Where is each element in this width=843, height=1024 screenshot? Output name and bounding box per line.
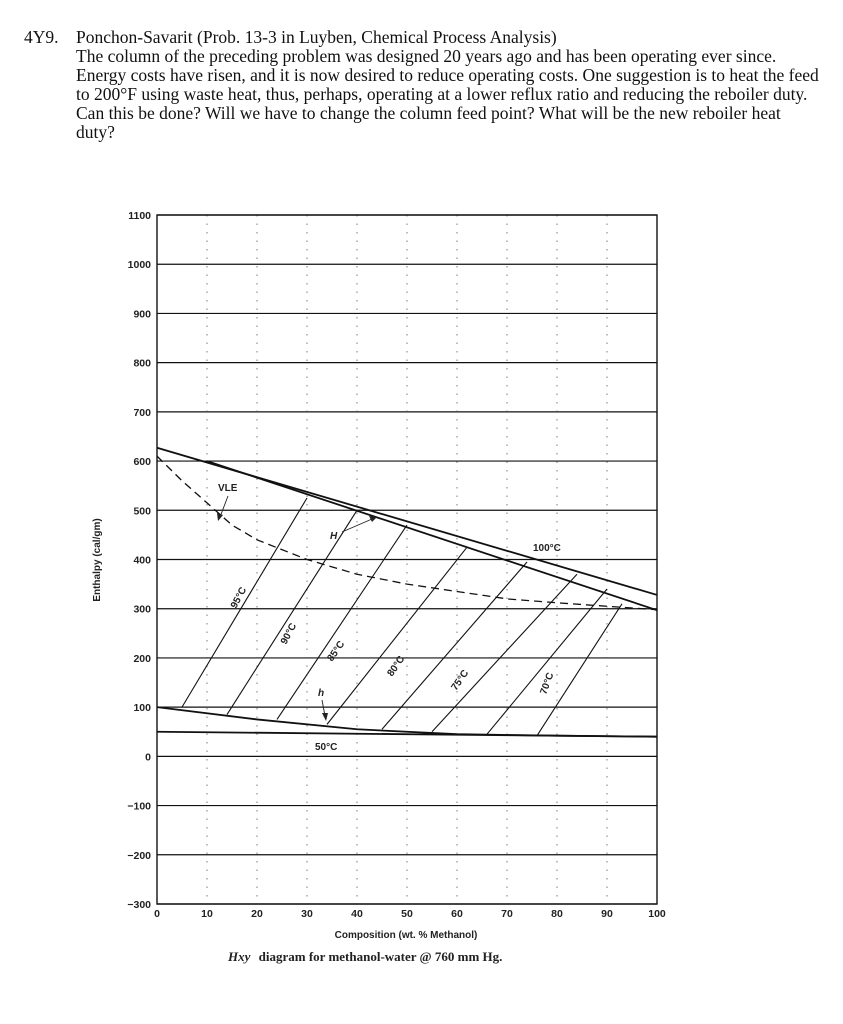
y-tick-label: −200 bbox=[127, 849, 151, 862]
chart-caption bbox=[227, 949, 502, 964]
x-tick-label: 70 bbox=[501, 908, 513, 920]
tie-line bbox=[487, 589, 607, 734]
x-axis-label: Composition (wt. % Methanol) bbox=[334, 930, 478, 941]
y-tick-label: 400 bbox=[133, 554, 151, 567]
y-tick-label: 900 bbox=[133, 308, 151, 321]
y-axis-label: Enthalpy (cal/gm) bbox=[92, 518, 103, 602]
x-tick-label: 90 bbox=[601, 908, 613, 920]
tie-line bbox=[327, 547, 467, 724]
caption-italic: Hxy bbox=[228, 949, 251, 964]
H-arrowhead bbox=[369, 516, 377, 522]
h-label: h bbox=[318, 688, 325, 699]
y-tick-label: 1000 bbox=[127, 259, 151, 272]
problem-body: The column of the preceding problem was designed 20 years ago and has been operating ever since. Energy costs have risen, and it is now desired to reduce operating costs. One suggestion is to heat the feed to 200°F using waste heat, thus, perhaps, operating at a lower reflux ratio and reducing the reboiler duty. Can this be done? Will we have to change the column feed point? What will be the new reboiler heat duty? bbox=[76, 46, 819, 142]
h-arrowhead bbox=[322, 713, 328, 721]
y-tick-label: 600 bbox=[133, 456, 151, 469]
y-tick-label: 1100 bbox=[128, 210, 151, 222]
x-tick-label: 0 bbox=[154, 908, 160, 920]
temp-100C-label: 100°C bbox=[533, 543, 561, 554]
problem-title: Ponchon-Savarit (Prob. 13-3 in Luyben, Chemical Process Analysis) bbox=[76, 27, 557, 47]
x-tick-label: 80 bbox=[551, 908, 563, 920]
vle-label: VLE bbox=[218, 483, 238, 494]
vle-arrow bbox=[220, 496, 228, 517]
x-tick-label: 30 bbox=[301, 908, 313, 920]
temp-75C-label: 75°C bbox=[449, 668, 472, 693]
y-tick-label: 100 bbox=[133, 702, 151, 715]
tick-labels-group bbox=[127, 210, 666, 920]
x-tick-label: 20 bbox=[251, 908, 263, 920]
y-tick-label: 700 bbox=[133, 406, 151, 419]
tie-line bbox=[182, 498, 307, 707]
y-tick-label: 300 bbox=[133, 603, 151, 616]
x-tick-label: 100 bbox=[648, 908, 666, 920]
tie-lines-group bbox=[182, 498, 622, 736]
H-label: H bbox=[330, 531, 338, 542]
caption-rest: diagram for methanol-water @ 760 mm Hg. bbox=[258, 949, 503, 964]
y-tick-label: 800 bbox=[133, 357, 151, 370]
problem-number: 4Y9. bbox=[24, 27, 59, 47]
grid bbox=[157, 215, 657, 904]
x-tick-label: 60 bbox=[451, 908, 463, 920]
y-tick-label: 500 bbox=[133, 505, 151, 518]
tie-line bbox=[227, 510, 357, 714]
temp-90C-label: 90°C bbox=[278, 621, 300, 647]
y-tick-label: 200 bbox=[133, 652, 151, 665]
tie-line bbox=[382, 562, 527, 729]
x-tick-label: 50 bbox=[401, 908, 413, 920]
temp-70C-label: 70°C bbox=[538, 671, 557, 697]
temp-80C-label: 80°C bbox=[385, 654, 408, 679]
temp-50C-label: 50°C bbox=[315, 742, 338, 753]
temp-95C-label: 95°C bbox=[228, 585, 250, 611]
tie-line bbox=[537, 604, 622, 736]
y-tick-label: −300 bbox=[127, 899, 151, 911]
x-tick-label: 40 bbox=[351, 908, 363, 920]
tie-line bbox=[277, 525, 407, 719]
y-tick-label: −100 bbox=[127, 800, 151, 813]
temp-85C-label: 85°C bbox=[325, 639, 348, 664]
x-tick-label: 10 bbox=[201, 908, 213, 920]
vle-arrowhead bbox=[217, 513, 223, 521]
y-tick-label: 0 bbox=[145, 751, 151, 764]
